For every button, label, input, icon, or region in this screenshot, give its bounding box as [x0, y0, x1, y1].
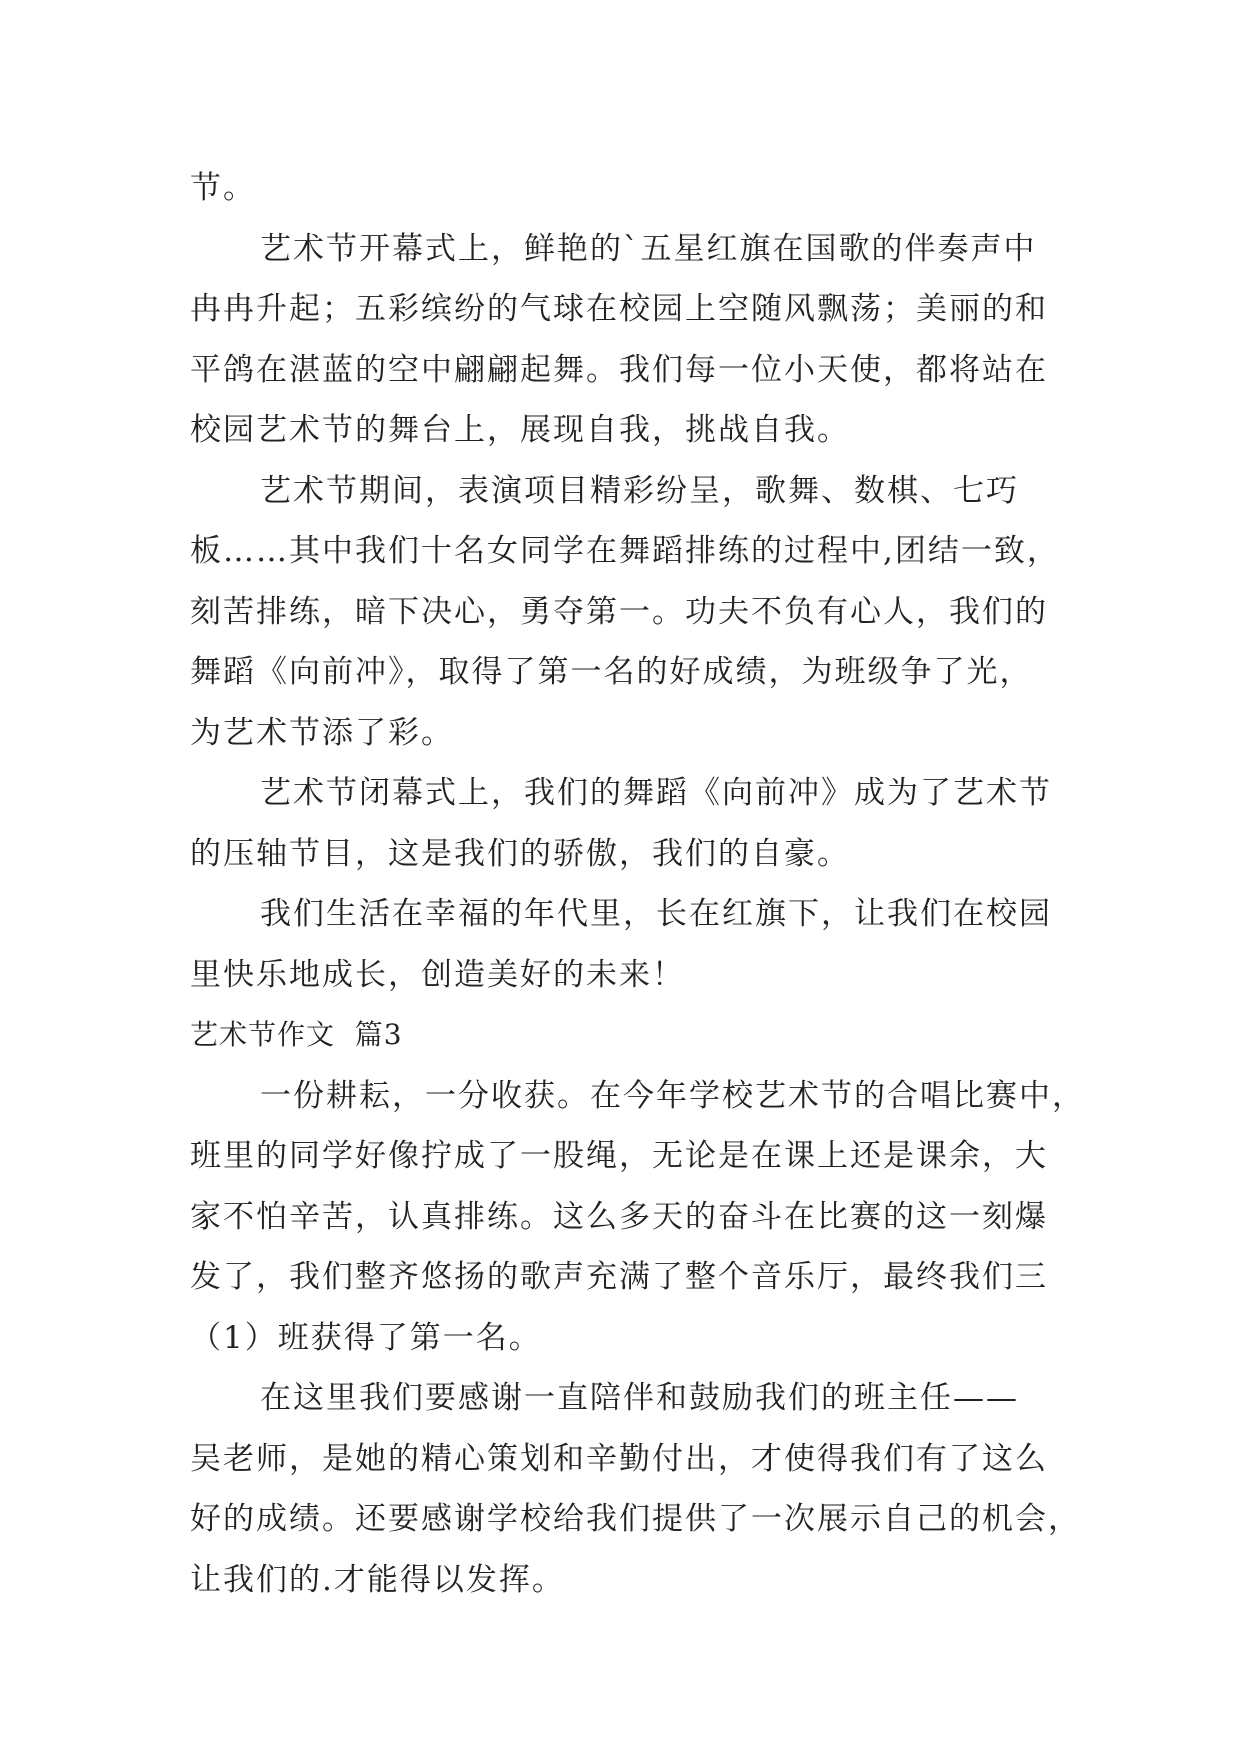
section-body-1	[190, 158, 1060, 1005]
text-line: 让我们的.才能得以发挥。	[190, 1561, 565, 1598]
text-line: 为艺术节添了彩。	[190, 714, 454, 751]
text-line: 节。	[190, 170, 256, 206]
text-line: 的压轴节目，这是我们的骄傲，我们的自豪。	[190, 835, 850, 872]
text-line: 舞蹈《向前冲》，取得了第一名的好成绩，为班级争了光，	[190, 654, 1033, 690]
text-line: 一份耕耘，一分收获。在今年学校艺术节的合唱比赛中，	[260, 1077, 1085, 1114]
text-line: 班里的同学好像拧成了一股绳，无论是在课上还是课余，大	[190, 1138, 1048, 1174]
text-line: 家不怕辛苦，认真排练。这么多天的奋斗在比赛的这一刻爆	[190, 1198, 1048, 1235]
text-line: 在这里我们要感谢一直陪伴和鼓励我们的班主任——	[260, 1380, 1019, 1416]
text-line: 平鸽在湛蓝的空中翩翩起舞。我们每一位小天使，都将站在	[190, 351, 1048, 388]
text-line: （1）班获得了第一名。	[190, 1319, 542, 1356]
section-body-2	[190, 1066, 1085, 1611]
text-line: 吴老师，是她的精心策划和辛勤付出，才使得我们有了这么	[190, 1440, 1048, 1477]
text-line: 艺术节期间，表演项目精彩纷呈，歌舞、数棋、七巧	[260, 472, 1019, 509]
text-line: 刻苦排练，暗下决心，勇夺第一。功夫不负有心人，我们的	[190, 593, 1048, 630]
text-line: 我们生活在幸福的年代里，长在红旗下，让我们在校园	[260, 896, 1052, 932]
text-line: 艺术节开幕式上，鲜艳的`五星红旗在国歌的伴奏声中	[260, 230, 1037, 267]
text-line: 冉冉升起；五彩缤纷的气球在校园上空随风飘荡；美丽的和	[190, 291, 1048, 327]
text-line: 板……其中我们十名女同学在舞蹈排练的过程中,团结一致，	[190, 533, 1060, 569]
text-line: 校园艺术节的舞台上，展现自我，挑战自我。	[190, 412, 850, 448]
text-line: 好的成绩。还要感谢学校给我们提供了一次展示自己的机会，	[190, 1501, 1081, 1537]
text-line: 里快乐地成长，创造美好的未来！	[190, 956, 685, 993]
section-heading: 艺术节作文 篇3	[190, 1018, 403, 1051]
document-page	[190, 158, 1085, 1610]
text-line: 艺术节闭幕式上，我们的舞蹈《向前冲》成为了艺术节	[260, 775, 1052, 811]
text-line: 发了，我们整齐悠扬的歌声充满了整个音乐厅，最终我们三	[190, 1259, 1048, 1295]
